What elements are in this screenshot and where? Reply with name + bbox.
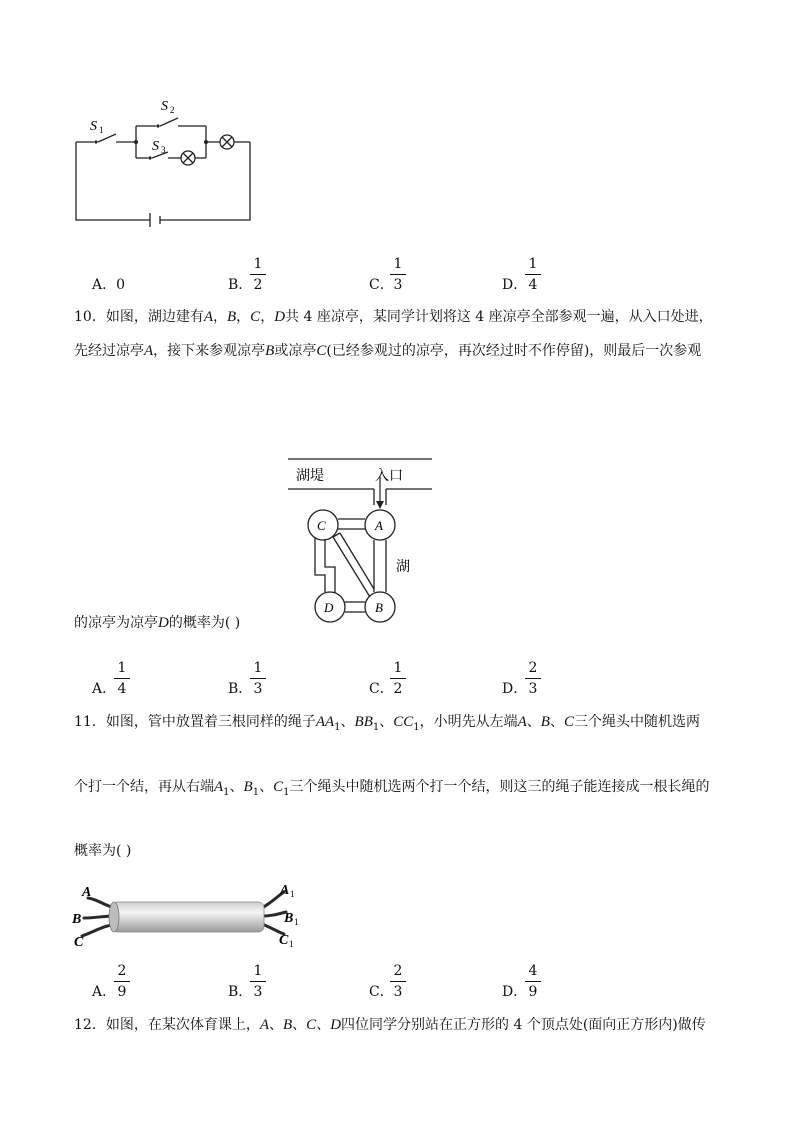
lake-map-diagram [282, 455, 437, 633]
q10-option-b: B． [228, 681, 253, 697]
tube-rope-diagram [66, 878, 316, 950]
tube-label-b1: B [284, 911, 294, 926]
q11-option-a: A． [92, 984, 117, 1000]
q10-option-d-fraction: 2 3 [522, 660, 544, 697]
node-b: B [375, 600, 383, 615]
lake-label: 湖 [396, 560, 410, 575]
tube-label-c1: C [279, 933, 289, 948]
q12-line-1: 12．如图，在某次体育课上，A、B、C、D四位同学分别站在正方形的 4 个顶点处(面向正方形内)做传 [74, 1017, 706, 1033]
lake-bank-label: 湖堤 [296, 469, 324, 484]
q10-option-d: D． [502, 681, 528, 697]
q9-option-c: C． [369, 277, 394, 293]
svg-text:1: 1 [99, 125, 104, 135]
q11-line-3: 概率为( ) [74, 843, 132, 859]
q10-option-c: C． [369, 681, 394, 697]
q9-option-b-fraction: 1 2 [247, 256, 269, 293]
q9-option-d-fraction: 1 4 [522, 256, 544, 293]
s1-label: S [90, 119, 97, 134]
q10-option-c-fraction: 1 2 [387, 660, 409, 697]
svg-text:1: 1 [294, 917, 299, 927]
circuit-diagram [60, 90, 270, 230]
entrance-label: 入口 [375, 469, 403, 484]
q11-option-b: B． [228, 984, 253, 1000]
node-c: C [317, 518, 326, 533]
q10-line-2: 先经过凉亭A，接下来参观凉亭B或凉亭C(已经参观过的凉亭，再次经过时不作停留)，则最后一次参观 [74, 343, 702, 359]
tube-label-b: B [72, 912, 82, 927]
q10-option-a: A． [92, 681, 117, 697]
svg-text:2: 2 [170, 105, 175, 115]
q9-option-a: A．0 [92, 277, 126, 293]
q11-option-c-fraction: 2 3 [387, 963, 409, 1000]
q9-option-d: D． [502, 277, 528, 293]
q11-option-a-fraction: 2 9 [111, 963, 133, 1000]
tube-label-a1: A [280, 883, 290, 898]
svg-text:1: 1 [290, 889, 295, 899]
q11-line-1: 11．如图，管中放置着三根同样的绳子$AA_1$、$BB_1$、$CC_1$，小明先从左端A、B、C三个绳头中随机选两 [74, 714, 700, 733]
tube-label-c: C [74, 935, 84, 950]
q11-option-d: D． [502, 984, 528, 1000]
tube-label-a: A [82, 885, 92, 900]
q11-option-b-fraction: 1 3 [247, 963, 269, 1000]
q11-option-d-fraction: 4 9 [522, 963, 544, 1000]
q9-option-b: B． [228, 277, 253, 293]
q10-option-a-fraction: 1 4 [111, 660, 133, 697]
svg-text:1: 1 [289, 939, 294, 949]
q9-option-c-fraction: 1 3 [387, 256, 409, 293]
q10-line-3: 的凉亭为凉亭D的概率为( ) [74, 615, 241, 631]
q10-option-b-fraction: 1 3 [247, 660, 269, 697]
q10-line-1: 10．如图，湖边建有A，B，C，D共 4 座凉亭，某同学计划将这 4 座凉亭全部参观一遍，从入口处进， [74, 309, 713, 325]
q11-option-c: C． [369, 984, 394, 1000]
s3-label: S [152, 139, 159, 154]
s2-label: S [161, 99, 168, 114]
node-a: A [375, 518, 383, 533]
node-d: D [324, 600, 334, 615]
svg-text:3: 3 [161, 145, 166, 155]
q11-line-2: 个打一个结，再从右端$A_1$、$B_1$、$C_1$三个绳头中随机选两个打一个结，则这三的绳子能连接成一根长绳的 [74, 779, 710, 798]
